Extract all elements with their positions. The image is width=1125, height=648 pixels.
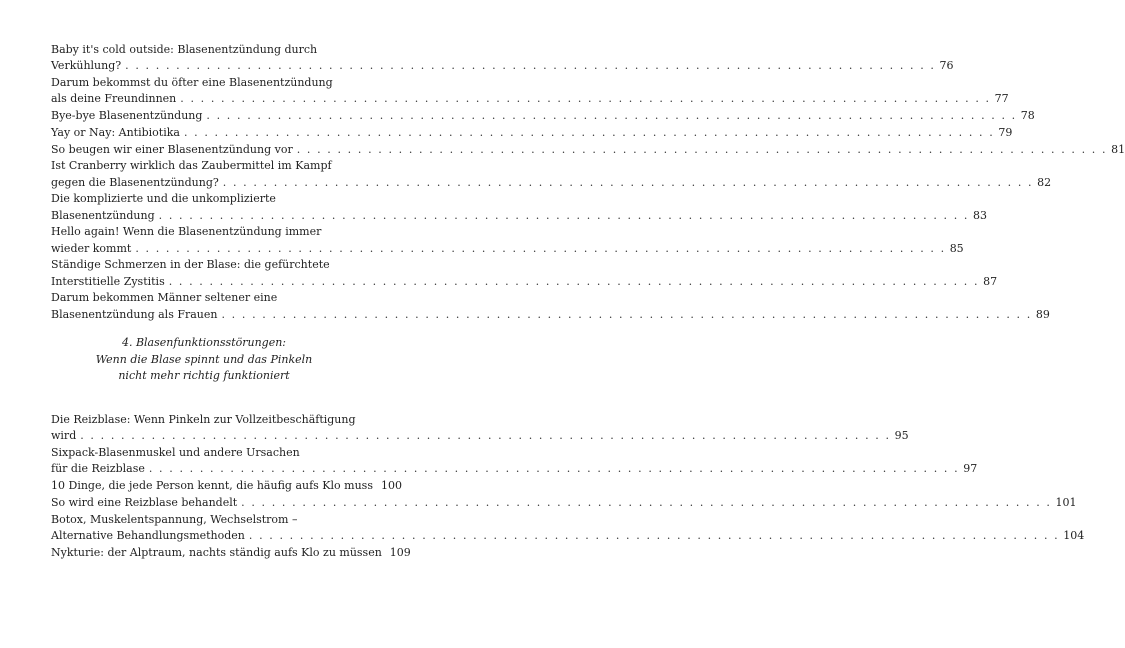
toc-entry bbox=[51, 257, 998, 289]
toc-page-number: 109 bbox=[389, 545, 411, 559]
toc-entry bbox=[51, 478, 402, 494]
toc-entry-line bbox=[51, 42, 357, 58]
dot-leader: . . . . . . . . . . . . . . . . . . . . . . . . . . . . . . . . . . . . . . . . . . . . . . . . . . . . . . . . . . . . . . . . . . . . . . . . . . . . . . . . bbox=[248, 528, 1060, 542]
toc-entry-line bbox=[51, 208, 987, 224]
toc-entry-text: Ist Cranberry wirklich das Zaubermittel im Kampf bbox=[51, 159, 332, 173]
toc-page-number: 78 bbox=[1020, 109, 1035, 122]
toc-entry bbox=[51, 545, 411, 561]
toc-page-number: 82 bbox=[1037, 175, 1052, 189]
toc-entry-line bbox=[51, 528, 1085, 544]
dot-leader: . . . . . . . . . . . . . . . . . . . . . . . . . . . . . . . . . . . . . . . . . . . . . . . . . . . . . . . . . . . . . . . . . . . . . . . . . . . . . . . . bbox=[296, 142, 1108, 156]
toc-entry-text: Botox, Muskelentspannung, Wechselstrom – bbox=[51, 512, 298, 526]
dot-leader: . . . . . . . . . . . . . . . . . . . . . . . . . . . . . . . . . . . . . . . . . . . . . . . . . . . . . . . . . . . . . . . . . . . . . . . . . . . . . . . . bbox=[180, 92, 991, 106]
toc-entry bbox=[51, 412, 909, 444]
toc-page-number: 101 bbox=[1055, 495, 1077, 509]
toc-entry-text: Nykturie: der Alptraum, nachts ständig aufs Klo zu müssen bbox=[51, 545, 382, 559]
toc-page-number: 81 bbox=[1111, 142, 1125, 156]
toc-entry-text: Bye-bye Blasenentzündung bbox=[51, 109, 203, 122]
toc-entry-text: Blasenentzündung bbox=[51, 208, 155, 222]
toc-entry-text: 10 Dinge, die jede Person kennt, die häufig aufs Klo muss bbox=[51, 479, 373, 492]
dot-leader: . . . . . . . . . . . . . . . . . . . . . . . . . . . . . . . . . . . . . . . . . . . . . . . . . . . . . . . . . . . . . . . . . . . . . . . . . . . . . . . . bbox=[80, 429, 891, 443]
toc-entry-line bbox=[51, 224, 357, 240]
toc-entry-line bbox=[51, 257, 357, 273]
chapter-heading bbox=[51, 335, 357, 385]
toc-entry-line bbox=[51, 307, 1050, 323]
toc-page-number: 100 bbox=[380, 479, 402, 492]
toc-entry bbox=[51, 290, 1050, 322]
toc-section-bottom bbox=[51, 412, 1085, 561]
toc-page-number: 85 bbox=[949, 241, 964, 255]
dot-leader: . . . . . . . . . . . . . . . . . . . . . . . . . . . . . . . . . . . . . . . . . . . . . . . . . . . . . . . . . . . . . . . . . . . . . . . . . . . . . . . . bbox=[241, 495, 1052, 509]
toc-entry-line bbox=[51, 175, 1052, 191]
toc-entry-line bbox=[51, 125, 1013, 141]
toc-entry-line bbox=[51, 91, 1009, 107]
toc-entry-text: Sixpack-Blasenmuskel und andere Ursachen bbox=[51, 446, 300, 459]
toc-entry-line bbox=[51, 241, 964, 257]
toc-page-number: 89 bbox=[1035, 307, 1050, 321]
toc-entry bbox=[51, 75, 1009, 107]
toc-entry-text: Darum bekommst du öfter eine Blasenentzündung bbox=[51, 76, 333, 89]
toc-page-number: 76 bbox=[939, 59, 954, 73]
toc-entry-text: So wird eine Reizblase behandelt bbox=[51, 495, 238, 509]
toc-entry-text: Yay or Nay: Antibiotika bbox=[51, 125, 180, 139]
toc-entry bbox=[51, 158, 1052, 190]
toc-entry-line bbox=[51, 495, 1077, 511]
toc-entry-text: gegen die Blasenentzündung? bbox=[51, 175, 219, 189]
toc-entry-text: Blasenentzündung als Frauen bbox=[51, 307, 218, 321]
dot-leader: . . . . . . . . . . . . . . . . . . . . . . . . . . . . . . . . . . . . . . . . . . . . . . . . . . . . . . . . . . . . . . . . . . . . . . . . . . . . . . . . bbox=[158, 208, 969, 222]
toc-entry-text: So beugen wir einer Blasenentzündung vor bbox=[51, 142, 293, 156]
toc-entry-line bbox=[51, 191, 357, 207]
toc-entry-text: Alternative Behandlungsmethoden bbox=[51, 528, 245, 542]
toc-entry-line bbox=[51, 274, 998, 290]
toc-section-top bbox=[51, 42, 1125, 323]
toc-entry-text: wieder kommt bbox=[51, 241, 132, 255]
toc-entry-text: Ständige Schmerzen in der Blase: die gefürchtete bbox=[51, 258, 330, 272]
toc-page-number: 77 bbox=[994, 92, 1009, 106]
toc-entry-text: Interstitielle Zystitis bbox=[51, 274, 165, 288]
dot-leader: . . . . . . . . . . . . . . . . . . . . . . . . . . . . . . . . . . . . . . . . . . . . . . . . . . . . . . . . . . . . . . . . . . . . . . . . . . . . . . . . bbox=[135, 241, 946, 255]
toc-entry-text: Hello again! Wenn die Blasenentzündung immer bbox=[51, 225, 322, 239]
toc-entry-line bbox=[51, 108, 1035, 124]
dot-leader: . . . . . . . . . . . . . . . . . . . . . . . . . . . . . . . . . . . . . . . . . . . . . . . . . . . . . . . . . . . . . . . . . . . . . . . . . . . . . . . . bbox=[206, 109, 1017, 122]
toc-entry-line bbox=[51, 75, 357, 91]
toc-entry bbox=[51, 125, 1013, 141]
toc-entry-text: Die komplizierte und die unkomplizierte bbox=[51, 192, 276, 206]
chapter-subtitle-line-2: nicht mehr richtig funktioniert bbox=[118, 369, 290, 382]
toc-entry bbox=[51, 108, 1035, 124]
toc-entry-line bbox=[51, 445, 357, 461]
toc-entry-line bbox=[51, 290, 357, 306]
toc-page-number: 87 bbox=[983, 274, 998, 288]
toc-entry-text: Darum bekommen Männer seltener eine bbox=[51, 291, 278, 305]
dot-leader: . . . . . . . . . . . . . . . . . . . . . . . . . . . . . . . . . . . . . . . . . . . . . . . . . . . . . . . . . . . . . . . . . . . . . . . . . . . . . . . . bbox=[221, 307, 1032, 321]
toc-entry bbox=[51, 445, 978, 477]
dot-leader: . . . . . . . . . . . . . . . . . . . . . . . . . . . . . . . . . . . . . . . . . . . . . . . . . . . . . . . . . . . . . . . . . . . . . . . . . . . . . . . . bbox=[168, 274, 980, 288]
toc-entry bbox=[51, 42, 954, 74]
toc-entry-text: für die Reizblase bbox=[51, 462, 145, 476]
chapter-subtitle-line-1: Wenn die Blase spinnt und das Pinkeln bbox=[95, 352, 313, 366]
toc-entry-line bbox=[51, 461, 978, 477]
toc-page-number: 104 bbox=[1063, 528, 1085, 542]
toc-entry-text: Verkühlung? bbox=[51, 59, 122, 73]
toc-page-number: 97 bbox=[963, 462, 978, 476]
toc-entry-text: wird bbox=[51, 429, 77, 443]
toc-entry bbox=[51, 142, 1125, 158]
chapter-title: 4. Blasenfunktionsstörungen: bbox=[121, 336, 287, 349]
toc-entry-line bbox=[51, 428, 909, 444]
toc-entry-text: als deine Freundinnen bbox=[51, 92, 177, 106]
toc-entry-line bbox=[51, 512, 357, 528]
dot-leader: . . . . . . . . . . . . . . . . . . . . . . . . . . . . . . . . . . . . . . . . . . . . . . . . . . . . . . . . . . . . . . . . . . . . . . . . . . . . . . . . bbox=[125, 59, 936, 73]
toc-entry-line bbox=[51, 158, 357, 174]
toc-entry-line bbox=[51, 58, 954, 74]
dot-leader: . . . . . . . . . . . . . . . . . . . . . . . . . . . . . . . . . . . . . . . . . . . . . . . . . . . . . . . . . . . . . . . . . . . . . . . . . . . . . . . . bbox=[222, 175, 1034, 189]
toc-page-number: 83 bbox=[973, 208, 987, 222]
toc-page-number: 95 bbox=[894, 429, 909, 443]
toc-entry-text: Die Reizblase: Wenn Pinkeln zur Vollzeitbeschäftigung bbox=[51, 413, 356, 426]
toc-entry bbox=[51, 495, 1077, 511]
toc-entry-text: Baby it's cold outside: Blasenentzündung durch bbox=[51, 43, 318, 56]
toc-entry bbox=[51, 224, 964, 256]
dot-leader: . . . . . . . . . . . . . . . . . . . . . . . . . . . . . . . . . . . . . . . . . . . . . . . . . . . . . . . . . . . . . . . . . . . . . . . . . . . . . . . . bbox=[183, 125, 995, 139]
toc-entry-line bbox=[51, 545, 411, 561]
toc-entry bbox=[51, 512, 1085, 544]
toc-entry-line bbox=[51, 412, 357, 428]
toc-entry-line bbox=[51, 478, 402, 494]
toc-entry-line bbox=[51, 142, 1125, 158]
dot-leader: . . . . . . . . . . . . . . . . . . . . . . . . . . . . . . . . . . . . . . . . . . . . . . . . . . . . . . . . . . . . . . . . . . . . . . . . . . . . . . . . bbox=[148, 462, 960, 476]
toc-page-number: 79 bbox=[998, 125, 1013, 139]
toc-entry bbox=[51, 191, 987, 223]
